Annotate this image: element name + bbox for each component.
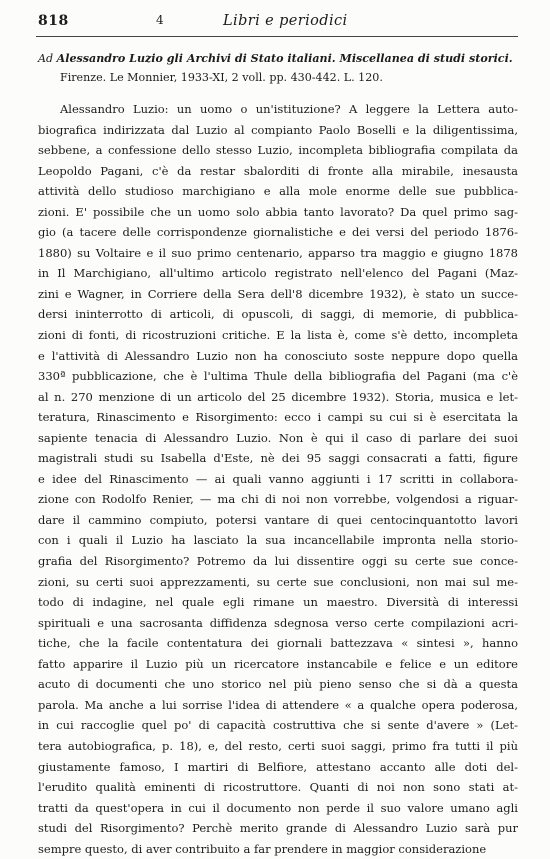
body-line: spirituali e una sacrosanta diffidenza sdegnosa verso certe compilazioni acri-	[38, 615, 518, 630]
running-head: Libri e periodici	[223, 13, 348, 29]
body-line: sebbene, a confessione dello stesso Luzio, incompleta bibliografia compilata da	[38, 143, 518, 158]
header-rule	[36, 36, 518, 37]
body-line: al n. 270 menzione di un articolo del 25 dicembre 1932). Storia, musica e let-	[38, 389, 518, 404]
body-line: l'erudito qualità eminenti di ricostruttore. Quanti di noi non sono stati at-	[38, 780, 518, 795]
body-line: zione con Rodolfo Renier, — ma chi di noi non vorrebbe, volgendosi a riguar-	[38, 492, 518, 507]
body-line: in Il Marchigiano, all'ultimo articolo registrato nell'elenco del Pagani (Maz-	[38, 266, 518, 281]
body-line: zioni di fonti, di ricostruzioni critiche. E la lista è, come s'è detto, incompleta	[38, 328, 518, 343]
body-line: dare il cammino compiuto, potersi vantare di quei centocinquantotto lavori	[38, 512, 518, 527]
body-line: e l'attività di Alessandro Luzio non ha conosciuto soste neppure dopo quella	[38, 348, 518, 363]
body-line: tera autobiografica, p. 18), e, del resto, certi suoi saggi, primo fra tutti il più	[38, 738, 518, 753]
body-line: todo di indagine, nel quale egli rimane un maestro. Diversità di interessi	[38, 595, 518, 610]
body-line: sapiente tenacia di Alessandro Luzio. Non è qui il caso di parlare dei suoi	[38, 430, 518, 445]
body-line: grafia del Risorgimento? Potremo da lui dissentire oggi su certe sue conce-	[38, 554, 518, 569]
body-line: in cui raccoglie quel po' di capacità costruttiva che si sente d'avere » (Let-	[38, 718, 518, 733]
body-line: 330ª pubblicazione, che è l'ultima Thule della bibliografia del Pagani (ma c'è	[38, 369, 518, 384]
body-line: con i quali il Luzio ha lasciato la sua incancellabile impronta nella storio-	[38, 533, 518, 548]
body-line: e idee del Rinascimento — ai quali vanno aggiunti i 17 scritti in collabora-	[38, 471, 518, 486]
body-line: 1880) su Voltaire e il suo primo centenario, apparso tra maggio e giugno 1878	[38, 245, 518, 260]
body-line: attività dello studioso marchigiano e alla mole enorme delle sue pubblica-	[38, 184, 518, 199]
body-line: magistrali studi su Isabella d'Este, nè dei 95 saggi consacrati a fatti, figure	[38, 451, 518, 466]
body-line: zioni, su certi suoi apprezzamenti, su certe sue conclusioni, non mai sul me-	[38, 574, 518, 589]
body-line: fatto apparire il Luzio più un ricercatore instancabile e felice e un editore	[38, 656, 518, 671]
body-line: biografica indirizzata dal Luzio al compianto Paolo Boselli e la diligentissima,	[38, 122, 518, 137]
header-mark: 4	[156, 13, 164, 27]
body-line: tratti da quest'opera in cui il documento non perde il suo valore umano agli	[38, 800, 518, 815]
body-line: sempre questo, di aver contribuito a far prendere in maggior considerazione	[38, 841, 487, 856]
body-line: zioni. E' possibile che un uomo solo abbia tanto lavorato? Da quel primo sag-	[38, 204, 518, 219]
body-line: parola. Ma anche a lui sorrise l'idea di attendere « a qualche opera poderosa,	[38, 697, 518, 712]
citation-title: Alessandro Luzio gli Archivi di Stato italiani. Miscellanea di studi storici.	[56, 52, 513, 65]
body-line: giustamente famoso, I martiri di Belfiore, attestano accanto alle doti del-	[38, 759, 518, 774]
citation-imprint: Firenze. Le Monnier, 1933-XI, 2 voll. pp. 430-442. L. 120.	[60, 71, 383, 84]
body-line: tiche, che la facile contentatura dei giornali battezzava « sintesi », hanno	[38, 636, 518, 651]
review-citation	[38, 49, 518, 87]
review-body	[38, 99, 518, 859]
body-line: gio (a tacere delle corrispondenze giornalistiche e dei versi del periodo 1876-	[38, 225, 518, 240]
body-line: dersi ininterrotto di articoli, di opuscoli, di saggi, di memorie, di pubblica-	[38, 307, 518, 322]
body-line: acuto di documenti che uno storico nel più pieno senso che si dà a questa	[38, 677, 518, 692]
body-line: Alessandro Luzio: un uomo o un'istituzione? A leggere la Lettera auto-	[60, 102, 518, 116]
body-line: Leopoldo Pagani, c'è da restar sbalorditi di fronte alla mirabile, inesausta	[38, 163, 518, 178]
citation-ad: Ad	[38, 52, 54, 65]
page-number: 818	[38, 13, 69, 29]
page-header	[38, 13, 518, 35]
body-line: teratura, Rinascimento e Risorgimento: ecco i campi su cui si è esercitata la	[38, 410, 518, 425]
body-line: studi del Risorgimento? Perchè merito grande di Alessandro Luzio sarà pur	[38, 821, 518, 836]
body-line: zini e Wagner, in Corriere della Sera dell'8 dicembre 1932), è stato un succe-	[38, 286, 518, 301]
